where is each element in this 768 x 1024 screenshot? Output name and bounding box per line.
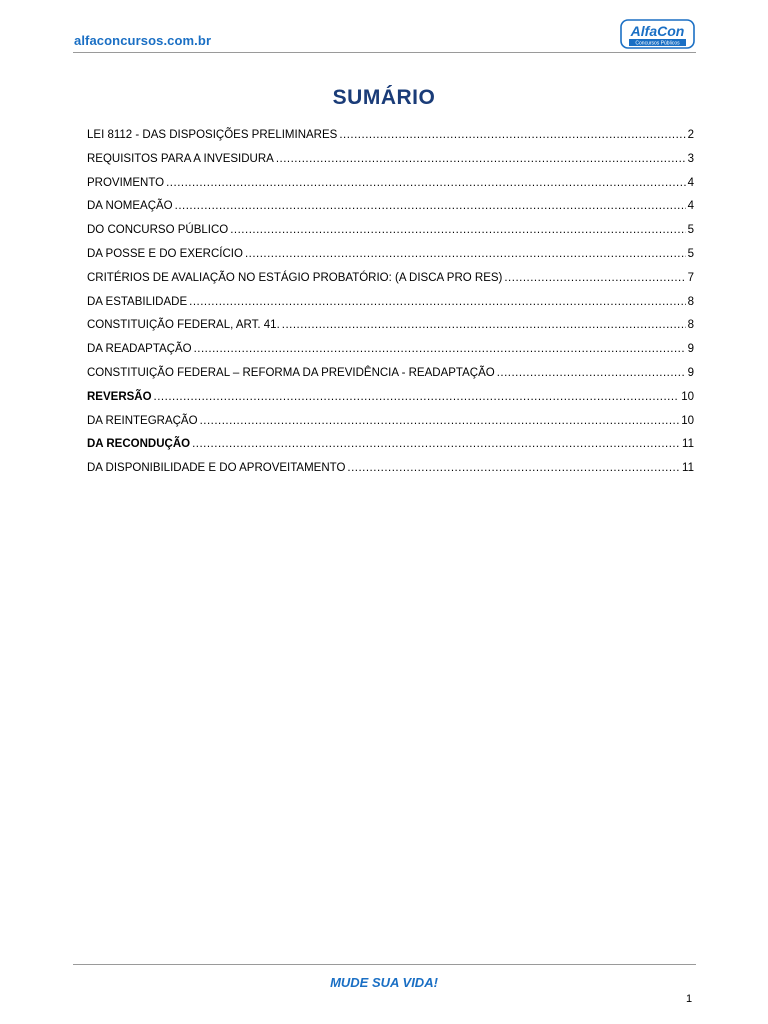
- toc-entry-page: 3: [687, 152, 694, 165]
- toc-entry-page: 8: [687, 319, 694, 332]
- toc-entry[interactable]: [87, 340, 694, 364]
- toc-entry-page: 9: [687, 366, 694, 379]
- toc-dot-leader: [189, 293, 685, 311]
- toc-entry-label: DA RECONDUÇÃO: [87, 438, 191, 451]
- toc-dot-leader: [154, 388, 680, 406]
- toc-entry[interactable]: [87, 221, 694, 245]
- alfacon-logo[interactable]: [620, 19, 695, 49]
- logo-wordmark: AlfaCon: [630, 23, 685, 39]
- toc-entry-label: LEI 8112 - DAS DISPOSIÇÕES PRELIMINARES: [87, 129, 338, 141]
- toc-entry[interactable]: [87, 435, 694, 459]
- toc-entry-label: DA ESTABILIDADE: [87, 295, 188, 308]
- toc-dot-leader: [276, 150, 686, 168]
- toc-entry-label: REQUISITOS PARA A INVESIDURA: [87, 152, 274, 165]
- toc-entry-label: DA DISPONIBILIDADE E DO APROVEITAMENTO: [87, 462, 346, 475]
- table-of-contents: [87, 126, 694, 483]
- toc-entry[interactable]: [87, 316, 694, 340]
- toc-entry-page: 11: [682, 438, 694, 451]
- toc-entry[interactable]: [87, 293, 694, 317]
- page-title: SUMÁRIO: [332, 86, 436, 109]
- toc-dot-leader: [282, 316, 686, 334]
- toc-entry-label: REVERSÃO: [87, 390, 152, 403]
- footer-divider: [73, 964, 696, 965]
- toc-entry-page: 7: [687, 271, 694, 284]
- toc-entry[interactable]: [87, 150, 694, 174]
- toc-dot-leader: [245, 245, 686, 263]
- toc-entry[interactable]: [87, 459, 694, 483]
- header-divider: [73, 52, 696, 53]
- toc-entry-page: 5: [687, 247, 694, 260]
- toc-entry[interactable]: [87, 174, 694, 198]
- toc-entry[interactable]: [87, 126, 694, 150]
- toc-entry-page: 10: [681, 414, 694, 427]
- footer-slogan: MUDE SUA VIDA!: [330, 975, 438, 990]
- toc-entry-label: PROVIMENTO: [87, 176, 165, 189]
- toc-dot-leader: [230, 221, 685, 239]
- toc-entry[interactable]: [87, 364, 694, 388]
- toc-entry-page: 9: [687, 343, 694, 356]
- toc-dot-leader: [166, 174, 685, 192]
- toc-entry-page: 4: [687, 200, 694, 213]
- toc-dot-leader: [192, 435, 680, 453]
- toc-entry[interactable]: [87, 197, 694, 221]
- logo-tagline: Concursos Públicos: [635, 40, 680, 47]
- toc-entry[interactable]: [87, 412, 694, 436]
- toc-entry-label: CRITÉRIOS DE AVALIAÇÃO NO ESTÁGIO PROBATÓRIO: (A DISCA PRO RES): [87, 271, 503, 284]
- toc-entry-label: DA REINTEGRAÇÃO: [87, 414, 198, 427]
- toc-entry-label: DO CONCURSO PÚBLICO: [87, 224, 229, 237]
- toc-dot-leader: [339, 126, 685, 144]
- toc-dot-leader: [347, 459, 680, 477]
- toc-entry-label: DA READAPTAÇÃO: [87, 343, 192, 356]
- toc-dot-leader: [175, 197, 686, 215]
- toc-entry-page: 4: [687, 176, 694, 189]
- toc-dot-leader: [504, 269, 685, 287]
- toc-entry-page: 2: [687, 129, 694, 141]
- toc-entry-page: 5: [687, 224, 694, 237]
- toc-entry-page: 10: [681, 390, 694, 403]
- toc-entry[interactable]: [87, 269, 694, 293]
- toc-dot-leader: [497, 364, 686, 382]
- toc-entry[interactable]: [87, 245, 694, 269]
- toc-entry-page: 8: [687, 295, 694, 308]
- toc-entry[interactable]: [87, 388, 694, 412]
- toc-dot-leader: [194, 340, 686, 358]
- site-link[interactable]: alfaconcursos.com.br: [74, 33, 212, 48]
- page-number: 1: [686, 993, 693, 1005]
- toc-entry-page: 11: [682, 462, 694, 475]
- toc-entry-label: CONSTITUIÇÃO FEDERAL – REFORMA DA PREVIDÊNCIA - READAPTAÇÃO: [87, 366, 495, 379]
- toc-entry-label: DA NOMEAÇÃO: [87, 200, 173, 213]
- toc-entry-label: CONSTITUIÇÃO FEDERAL, ART. 41.: [87, 319, 280, 332]
- toc-entry-label: DA POSSE E DO EXERCÍCIO: [87, 247, 243, 260]
- toc-dot-leader: [200, 412, 680, 430]
